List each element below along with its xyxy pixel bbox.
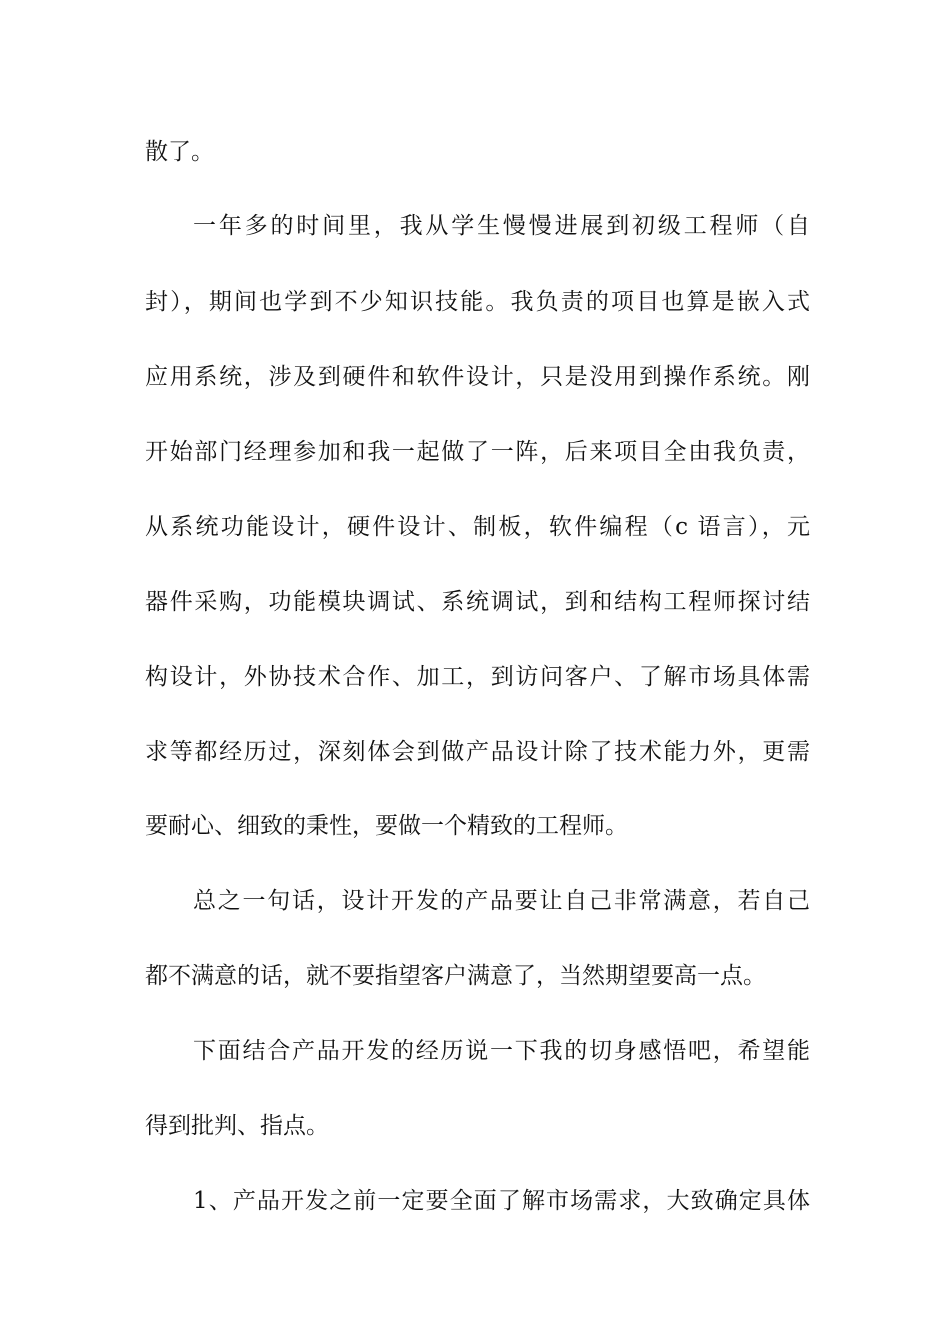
paragraph-2-line-5: 从系统功能设计，硬件设计、制板，软件编程（c 语言），元 (145, 514, 810, 540)
paragraph-2-line-8: 求等都经历过，深刻体会到做产品设计除了技术能力外，更需 (145, 739, 810, 765)
paragraph-3-line-2: 都不满意的话，就不要指望客户满意了，当然期望要高一点。 (145, 963, 766, 989)
paragraph-2-line-7: 构设计，外协技术合作、加工，到访问客户、了解市场具体需 (145, 664, 810, 690)
text-line-1: 散了。 (145, 139, 214, 165)
paragraph-2-line-6: 器件采购，功能模块调试、系统调试，到和结构工程师探讨结 (145, 589, 810, 615)
paragraph-2-line-1: 一年多的时间里，我从学生慢慢进展到初级工程师（自 (193, 213, 810, 239)
paragraph-2-line-3: 应用系统，涉及到硬件和软件设计，只是没用到操作系统。刚 (145, 364, 810, 390)
paragraph-2-line-9: 要耐心、细致的秉性，要做一个精致的工程师。 (145, 813, 628, 839)
paragraph-2-line-2: 封），期间也学到不少知识技能。我负责的项目也算是嵌入式 (145, 289, 810, 315)
paragraph-2-line-4: 开始部门经理参加和我一起做了一阵，后来项目全由我负责， (145, 439, 810, 465)
paragraph-4-line-1: 下面结合产品开发的经历说一下我的切身感悟吧，希望能 (193, 1038, 810, 1064)
paragraph-5-line-1: 1、产品开发之前一定要全面了解市场需求，大致确定具体 (193, 1188, 810, 1214)
paragraph-4-line-2: 得到批判、指点。 (145, 1113, 329, 1139)
paragraph-3-line-1: 总之一句话，设计开发的产品要让自己非常满意，若自己 (193, 888, 810, 914)
